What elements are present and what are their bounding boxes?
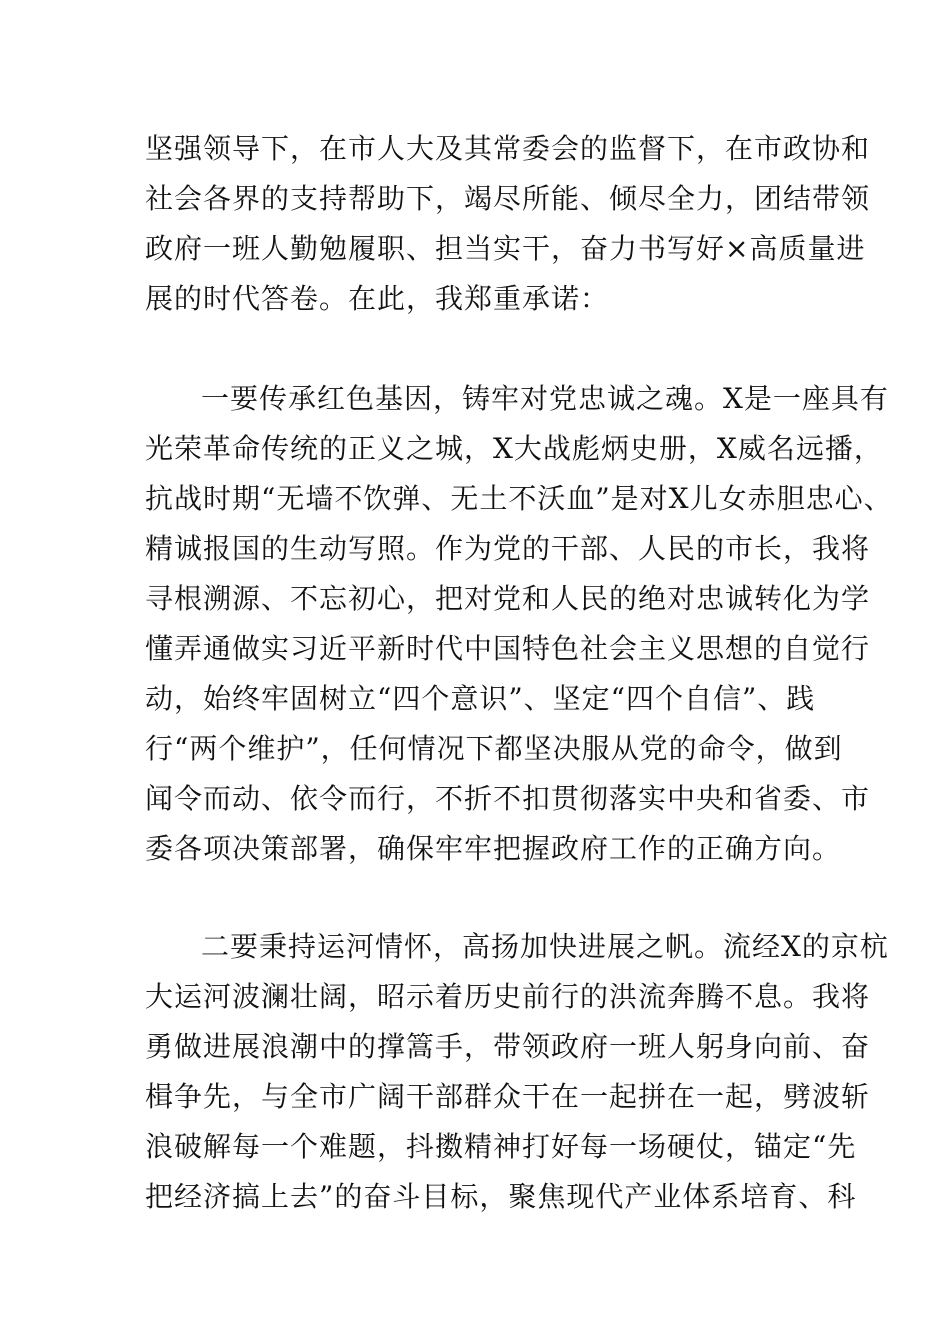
text-line: 勇做进展浪潮中的撑篙手，带领政府一班人躬身向前、奋 bbox=[145, 1030, 871, 1063]
text-line: 抗战时期“无墙不饮弹、无土不沃血”是对X儿女赤胆忠心、 bbox=[145, 482, 893, 515]
text-line: 社会各界的支持帮助下，竭尽所能、倾尽全力，团结带领 bbox=[145, 182, 871, 215]
text-line: 政府一班人勤勉履职、担当实干，奋力书写好×高质量进 bbox=[145, 232, 866, 265]
text-line: 光荣革命传统的正义之城，X大战彪炳史册，X威名远播， bbox=[145, 432, 883, 465]
paragraph-first-line: 二要秉持运河情怀，高扬加快进展之帆。流经X的京杭 bbox=[201, 930, 889, 963]
text-line: 把经济搞上去”的奋斗目标，聚焦现代产业体系培育、科 bbox=[145, 1180, 857, 1213]
text-line: 展的时代答卷。在此，我郑重承诺： bbox=[145, 282, 610, 315]
paragraph-first-line: 一要传承红色基因，铸牢对党忠诚之魂。X是一座具有 bbox=[201, 382, 889, 415]
text-line: 楫争先，与全市广阔干部群众干在一起拼在一起，劈波斩 bbox=[145, 1080, 871, 1113]
text-line: 坚强领导下，在市人大及其常委会的监督下，在市政协和 bbox=[145, 132, 871, 165]
text-line: 动，始终牢固树立“四个意识”、坚定“四个自信”、践 bbox=[145, 682, 816, 715]
text-line: 委各项决策部署，确保牢牢把握政府工作的正确方向。 bbox=[145, 832, 842, 865]
text-line: 大运河波澜壮阔，昭示着历史前行的洪流奔腾不息。我将 bbox=[145, 980, 871, 1013]
text-line: 行“两个维护”，任何情况下都坚决服从党的命令，做到 bbox=[145, 732, 843, 765]
text-line: 精诚报国的生动写照。作为党的干部、人民的市长，我将 bbox=[145, 532, 871, 565]
text-line: 寻根溯源、不忘初心，把对党和人民的绝对忠诚转化为学 bbox=[145, 582, 871, 615]
text-line: 浪破解每一个难题，抖擞精神打好每一场硬仗，锚定“先 bbox=[145, 1130, 857, 1163]
text-line: 懂弄通做实习近平新时代中国特色社会主义思想的自觉行 bbox=[145, 632, 871, 665]
text-line: 闻令而动、依令而行，不折不扣贯彻落实中央和省委、市 bbox=[145, 782, 871, 815]
